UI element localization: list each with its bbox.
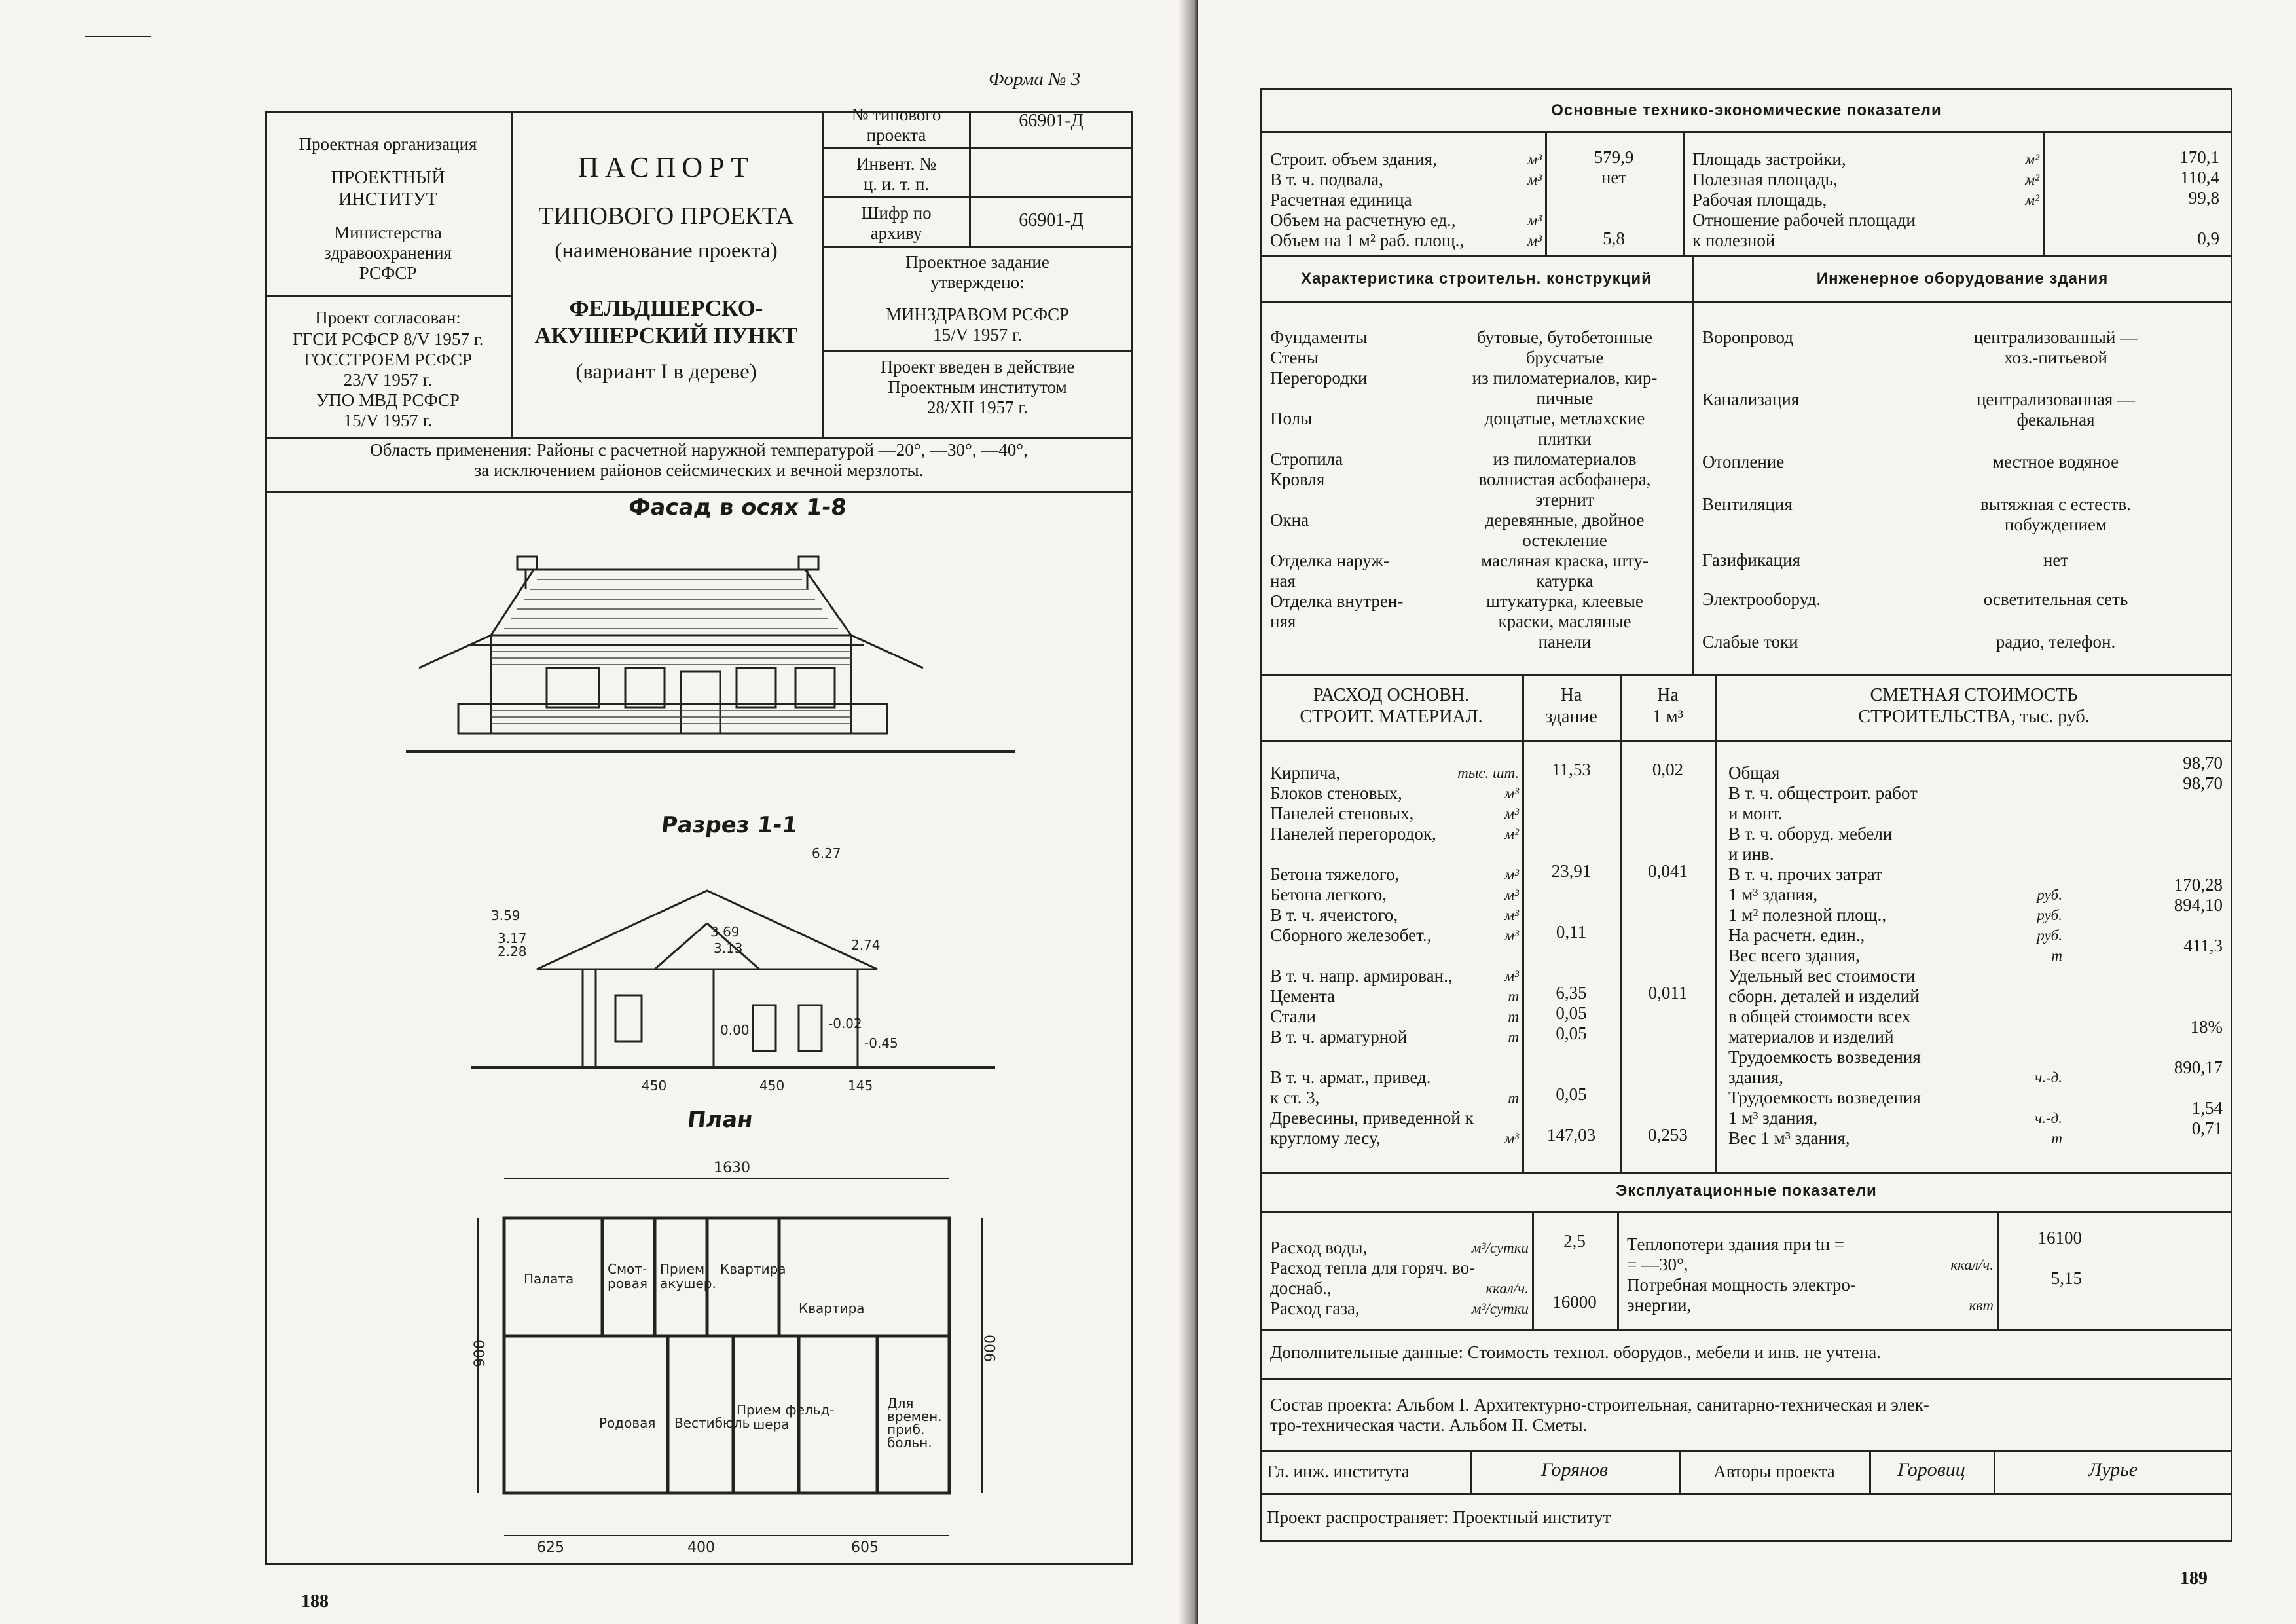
divider (1260, 740, 2232, 742)
svg-text:Вестибюль: Вестибюль (674, 1415, 750, 1431)
org-label: Проектная организация (299, 134, 477, 154)
divider (1679, 1450, 1681, 1493)
exploit-right-values: 16100 5,15 (2037, 1228, 2082, 1288)
divider (1683, 131, 1685, 255)
invent-label: Инвент. № ц. и. т. п. (856, 154, 936, 194)
exploit-left-units: м³/сутки ккал/ч. м³/сутки (1471, 1240, 1529, 1317)
equip-value: осветительная сеть (1983, 589, 2128, 609)
exploit-left-labels: Расход воды, Расход тепла для горяч. во- доснаб., Расход газа, (1270, 1238, 1476, 1318)
divider (1994, 1450, 1995, 1493)
divider (822, 350, 1133, 352)
equip-value: местное водяное (1992, 452, 2119, 471)
task-value: МИНЗДРАВОМ РСФСР 15/V 1957 г. (885, 304, 1070, 344)
svg-text:Для: Для (887, 1395, 914, 1411)
page-number-left: 188 (301, 1591, 329, 1612)
svg-text:900: 900 (983, 1335, 999, 1362)
svg-text:400: 400 (687, 1540, 715, 1556)
svg-text:605: 605 (851, 1540, 879, 1556)
materials-labels: Кирпича, Блоков стеновых, Панелей стеновых, Панелей перегородок, Бетона тяжелого, Бетона легкого, В т. ч. ячеистого, Сборного железобет., В т. ч. напр. армирован., Цемента Стали В т. ч. арматурной В т. ч. армат., привед. к ст. 3, Древесины, приведенной к круглому лесу, (1270, 763, 1474, 1148)
divider (1997, 1211, 1999, 1329)
svg-text:900: 900 (472, 1340, 488, 1367)
svg-text:Родовая: Родовая (599, 1415, 656, 1431)
equip-label: Воропровод (1702, 327, 1793, 347)
plan-drawing (471, 1153, 1021, 1559)
cost-title: СМЕТНАЯ СТОИМОСТЬ СТРОИТЕЛЬСТВА, тыс. руб. (1858, 685, 2090, 727)
scope: Область применения: Районы с расчетной наружной температурой —20°, —30°, —40°, за исключением районов сейсмических и вечной мерзлоты. (370, 440, 1028, 480)
wall (491, 635, 851, 733)
divider (1260, 674, 2232, 676)
tech-title: Основные технико-экономические показатели (1551, 101, 1942, 119)
svg-text:3.13: 3.13 (714, 940, 743, 956)
tech-left-units: м³ м³ м³ м³ (1527, 151, 1542, 249)
svg-text:3.59: 3.59 (491, 908, 520, 923)
equip-value: централизованная — фекальная (1976, 390, 2136, 430)
variant: (вариант I в дереве) (575, 360, 757, 384)
svg-text:Квартира: Квартира (799, 1301, 865, 1316)
divider (265, 437, 1133, 439)
agreed-label: Проект согласован: (315, 308, 461, 327)
divider (1260, 131, 2232, 133)
divider (511, 111, 513, 437)
enacted: Проект введен в действие Проектным институтом 28/XII 1957 г. (880, 357, 1075, 417)
svg-text:-0.45: -0.45 (864, 1035, 898, 1051)
subtitle-note: (наименование проекта) (555, 239, 778, 263)
divider (1869, 1450, 1871, 1493)
exploit-left-values: 2,5 16000 (1552, 1231, 1597, 1312)
typical-no-label: № типового проекта (851, 105, 941, 145)
exploit-right-labels: Теплопотери здания при tн = = —30°, Потребная мощность электро- энергии, (1627, 1234, 1856, 1315)
cost-units: руб. руб. руб. т ч.-д. ч.-д. т (2035, 887, 2062, 1147)
equip-value: централизованный — хоз.-питьевой (1973, 327, 2138, 367)
constr-values: бутовые, бутобетонные брусчатые из пиломатериалов, кир- пичные дощатые, метлахские плитки из пиломатериалов волнистая асбофанера, этернит деревянные, двойное остекление масляная краска, шту- катурка штукатурка, клеевые краски, масляные панели (1472, 327, 1658, 652)
org-name: ПРОЕКТНЫЙ ИНСТИТУТ (331, 168, 445, 210)
svg-text:акушер.: акушер. (660, 1276, 716, 1291)
section-drawing (471, 838, 995, 1100)
svg-text:времен.: времен. (887, 1409, 942, 1424)
divider (1260, 255, 2232, 257)
svg-text:3.17: 3.17 (498, 931, 527, 946)
divider (1260, 1211, 2232, 1213)
divider (822, 196, 1133, 198)
org-ministry: Министерства здравоохранения РСФСР (323, 223, 452, 283)
svg-text:ровая: ровая (608, 1276, 648, 1291)
constr-labels: Фундаменты Стены Перегородки Полы Стропила Кровля Окна Отделка наруж- ная Отделка внутрен- няя (1270, 327, 1404, 631)
svg-text:450: 450 (642, 1078, 667, 1094)
svg-text:145: 145 (848, 1078, 873, 1094)
composition: Состав проекта: Альбом I. Архитектурно-строительная, санитарно-техническая и элек- тро-техническая части. Альбом II. Сметы. (1270, 1395, 1929, 1435)
facade-drawing (406, 537, 1028, 773)
divider (822, 246, 1133, 248)
right-page (1198, 0, 2296, 1624)
page-number-right: 189 (2180, 1568, 2208, 1589)
divider (1715, 674, 1717, 1172)
divider (1522, 674, 1524, 1172)
divider (822, 147, 1133, 149)
divider (1260, 1493, 2232, 1495)
chimney-right (799, 557, 818, 570)
distributor: Проект распространяет: Проектный институт (1267, 1507, 1611, 1527)
tech-right-labels: Площадь застройки, Полезная площадь, Рабочая площадь, Отношение рабочей площади к полезной (1692, 149, 1916, 250)
divider (1260, 301, 2232, 303)
tech-right-units: м² м² м² (2025, 151, 2039, 208)
divider (1620, 674, 1622, 1172)
cipher-value: 66901-Д (1019, 210, 1084, 231)
equip-value: нет (2043, 550, 2069, 570)
divider (2043, 131, 2045, 255)
equip-title: Инженерное оборудование здания (1816, 270, 2109, 287)
equip-label: Отопление (1702, 452, 1785, 471)
divider (265, 491, 1133, 493)
svg-text:Прием фельд-: Прием фельд- (737, 1402, 835, 1418)
materials-header: РАСХОД ОСНОВН. СТРОИТ. МАТЕРИАЛ. (1300, 685, 1483, 727)
form-label: Форма № 3 (989, 69, 1081, 90)
divider (1260, 1450, 2232, 1452)
equip-value: радио, телефон. (1995, 632, 2116, 652)
svg-text:шера: шера (753, 1416, 790, 1432)
additional-data: Дополнительные данные: Стоимость технол. оборудов., мебели и инв. не учтена. (1270, 1342, 1882, 1362)
divider (265, 295, 511, 297)
divider (1260, 1329, 2232, 1331)
svg-text:450: 450 (759, 1078, 785, 1094)
svg-text:Палата: Палата (524, 1271, 574, 1287)
cipher-label: Шифр по архиву (861, 203, 932, 243)
equip-label: Газификация (1702, 550, 1800, 570)
materials-building-header: На здание (1545, 685, 1597, 727)
author2-signature: Лурье (2088, 1459, 2138, 1481)
section-title: Разрез 1-1 (659, 812, 799, 838)
svg-text:Прием: Прием (660, 1261, 705, 1277)
constr-title: Характеристика строительн. конструкций (1301, 270, 1652, 287)
divider (1692, 255, 1694, 674)
divider (1260, 1172, 2232, 1174)
divider (1470, 1450, 1472, 1493)
svg-text:-0.02: -0.02 (828, 1016, 862, 1031)
project-name: ФЕЛЬДШЕРСКО- АКУШЕРСКИЙ ПУНКТ (534, 295, 798, 348)
exploit-right-units: ккал/ч. квт (1950, 1257, 1994, 1314)
cost-labels: Общая В т. ч. общестроит. работ и монт. В т. ч. оборуд. мебели и инв. В т. ч. прочих затрат 1 м³ здания, 1 м² полезной площ., На расчетн. един., Вес всего здания, Удельный вес стоимости сборн. деталей и изделий в общей стоимости всех материалов и изделий Трудоемкость возведения здания, Трудоемкость возведения 1 м³ здания, Вес 1 м³ здания, (1728, 763, 1921, 1148)
equip-label: Слабые токи (1702, 632, 1798, 652)
svg-text:1630: 1630 (714, 1160, 750, 1176)
svg-text:Квартира: Квартира (720, 1261, 786, 1277)
tech-right-values: 170,1 110,4 99,8 0,9 (2179, 147, 2219, 248)
materials-units: тыс. шт. м³ м³ м² м³ м³ м³ м³ м³ т т т т м³ (1457, 765, 1519, 1147)
equip-label: Электрооборуд. (1702, 589, 1821, 609)
equip-label: Канализация (1702, 390, 1800, 409)
exploit-title: Эксплуатационные показатели (1616, 1182, 1877, 1200)
svg-text:Смот-: Смот- (608, 1261, 647, 1277)
chief-signature: Горянов (1541, 1459, 1608, 1481)
typical-no: 66901-Д (1019, 111, 1084, 131)
svg-text:3.69: 3.69 (710, 924, 740, 940)
facade-title: Фасад в осях 1-8 (627, 494, 848, 521)
svg-text:2.28: 2.28 (498, 944, 527, 959)
authors-label: Авторы проекта (1713, 1462, 1835, 1481)
divider (1545, 131, 1547, 255)
cost-values: 98,70 98,70 170,28 894,10 411,3 18% 890,17 1,54 0,71 (2174, 753, 2223, 1138)
svg-text:0.00: 0.00 (720, 1022, 750, 1038)
divider (1617, 1211, 1619, 1329)
chief-label: Гл. инж. института (1267, 1462, 1410, 1481)
materials-per-m3: 0,02 0,041 0,011 0,253 (1648, 760, 1688, 1145)
chimney-left (517, 557, 537, 570)
svg-text:больн.: больн. (887, 1435, 932, 1450)
divider (1532, 1211, 1534, 1329)
tech-left-labels: Строит. объем здания, В т. ч. подвала, Расчетная единица Объем на расчетную ед., Объем на 1 м² раб. площ., (1270, 149, 1465, 250)
tech-left-values: 579,9 нет 5,8 (1594, 147, 1634, 248)
plan-title: План (685, 1107, 754, 1133)
margin-mark (85, 36, 151, 37)
materials-per-m3-header: На 1 м³ (1652, 685, 1684, 727)
passport-title: ПАСПОРТ (577, 151, 755, 183)
author1-signature: Горовиц (1897, 1459, 1965, 1481)
equip-value: вытяжная с естеств. побуждением (1980, 494, 2132, 534)
task-label: Проектное задание утверждено: (905, 252, 1049, 292)
agreed-text: ГГСИ РСФСР 8/V 1957 г. ГОССТРОЕМ РСФСР 23/V 1957 г. УПО МВД РСФСР 15/V 1957 г. (292, 329, 484, 430)
passport-subtitle: ТИПОВОГО ПРОЕКТА (538, 202, 794, 230)
materials-building: 11,53 23,91 0,11 6,35 0,05 0,05 0,05 147,03 (1546, 760, 1596, 1145)
svg-text:приб.: приб. (887, 1422, 925, 1437)
plan-outline (504, 1218, 949, 1493)
equip-label: Вентиляция (1702, 494, 1793, 514)
svg-text:625: 625 (537, 1540, 564, 1556)
svg-text:2.74: 2.74 (851, 937, 881, 953)
svg-text:6.27: 6.27 (812, 845, 841, 861)
divider (1260, 1378, 2232, 1380)
